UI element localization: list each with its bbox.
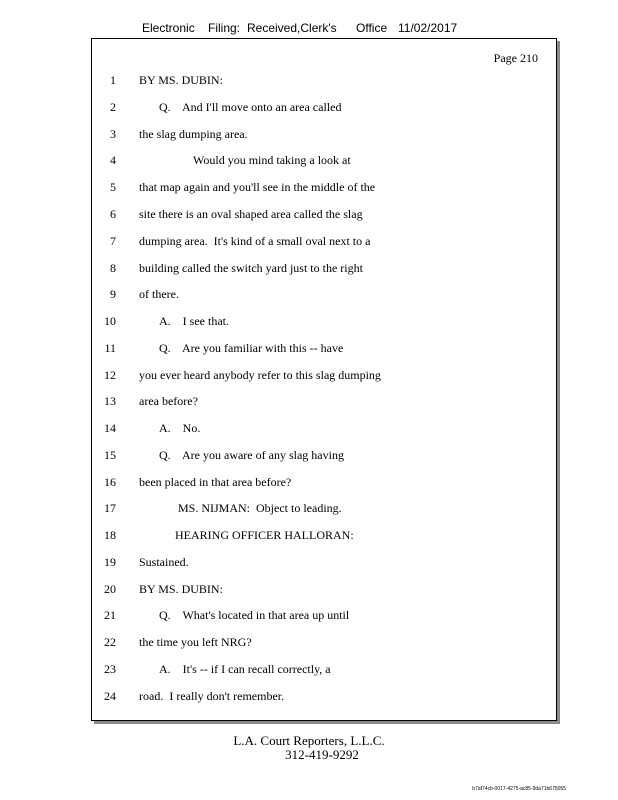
line-number: 18 [104, 528, 116, 542]
line-text: Q. Are you familiar with this -- have [159, 341, 344, 355]
line-number: 24 [104, 689, 116, 703]
line-number: 6 [110, 207, 116, 221]
line-text: MS. NIJMAN: Object to leading. [178, 501, 342, 515]
transcript-line-13 [92, 394, 556, 412]
line-text: A. It's -- if I can recall correctly, a [159, 662, 331, 676]
transcript-line-8 [92, 261, 556, 279]
line-number: 1 [110, 73, 116, 87]
court-reporter-phone: 312-419-9292 [285, 747, 359, 762]
court-reporter-firm: L.A. Court Reporters, L.L.C. [233, 733, 385, 748]
transcript-line-9 [92, 287, 556, 305]
filing-header-word-office: Office [356, 21, 388, 35]
transcript-line-16 [92, 475, 556, 493]
line-number: 21 [104, 608, 116, 622]
transcript-line-11 [92, 341, 556, 359]
transcript-line-22 [92, 635, 556, 653]
line-number: 9 [110, 287, 116, 301]
line-text: the time you left NRG? [139, 635, 252, 649]
filing-header-word-received: Received,Clerk's [247, 21, 337, 35]
line-number: 22 [104, 635, 116, 649]
line-text: HEARING OFFICER HALLORAN: [175, 528, 354, 542]
transcript-line-4 [92, 153, 556, 171]
transcript-line-19 [92, 555, 556, 573]
transcript-line-21 [92, 608, 556, 626]
transcript-line-20 [92, 582, 556, 600]
line-number: 16 [104, 475, 116, 489]
document-id: b7af74cb-0017-4275-ac85-9da71b675055 [472, 786, 566, 792]
line-number: 2 [110, 100, 116, 114]
line-text: of there. [139, 287, 179, 301]
transcript-line-6 [92, 207, 556, 225]
line-text: Sustained. [139, 555, 189, 569]
filing-header-date: 11/02/2017 [398, 21, 458, 35]
line-number: 13 [104, 394, 116, 408]
line-number: 7 [110, 234, 116, 248]
transcript-line-15 [92, 448, 556, 466]
line-text: BY MS. DUBIN: [139, 73, 223, 87]
line-text: Would you mind taking a look at [193, 153, 351, 167]
line-text: been placed in that area before? [139, 475, 292, 489]
line-number: 8 [110, 261, 116, 275]
transcript-line-5 [92, 180, 556, 198]
line-number: 4 [110, 153, 116, 167]
line-text: Q. Are you aware of any slag having [159, 448, 344, 462]
line-number: 17 [104, 501, 116, 515]
line-text: road. I really don't remember. [139, 689, 285, 703]
transcript-line-23 [92, 662, 556, 680]
line-text: that map again and you'll see in the middle of the [139, 180, 376, 194]
line-text: A. No. [159, 421, 201, 435]
line-text: A. I see that. [159, 314, 229, 328]
transcript-line-12 [92, 368, 556, 386]
line-number: 5 [110, 180, 116, 194]
filing-header [0, 21, 618, 37]
line-number: 10 [104, 314, 116, 328]
line-text: building called the switch yard just to the right [139, 261, 363, 275]
transcript-line-10 [92, 314, 556, 332]
transcript-line-24 [92, 689, 556, 707]
line-text: area before? [139, 394, 198, 408]
line-number: 20 [104, 582, 116, 596]
line-number: 14 [104, 421, 116, 435]
line-text: dumping area. It's kind of a small oval next to a [139, 234, 371, 248]
transcript-line-1 [92, 73, 556, 91]
page-number: Page 210 [493, 51, 538, 65]
filing-header-word-electronic: Electronic [142, 21, 195, 35]
line-text: the slag dumping area. [139, 127, 248, 141]
transcript-line-3 [92, 127, 556, 145]
transcript-line-14 [92, 421, 556, 439]
transcript-line-2 [92, 100, 556, 118]
line-text: site there is an oval shaped area called the slag [139, 207, 363, 221]
line-number: 19 [104, 555, 116, 569]
line-text: Q. And I'll move onto an area called [159, 100, 342, 114]
transcript-line-18 [92, 528, 556, 546]
line-number: 23 [104, 662, 116, 676]
line-text: BY MS. DUBIN: [139, 582, 223, 596]
line-text: Q. What's located in that area up until [159, 608, 350, 622]
line-number: 3 [110, 127, 116, 141]
transcript-line-17 [92, 501, 556, 519]
transcript-page [91, 38, 557, 721]
line-text: you ever heard anybody refer to this slag dumping [139, 368, 381, 382]
line-number: 15 [104, 448, 116, 462]
filing-header-word-filing: Filing: [208, 21, 241, 35]
transcript-line-7 [92, 234, 556, 252]
line-number: 11 [104, 341, 116, 355]
line-number: 12 [104, 368, 116, 382]
